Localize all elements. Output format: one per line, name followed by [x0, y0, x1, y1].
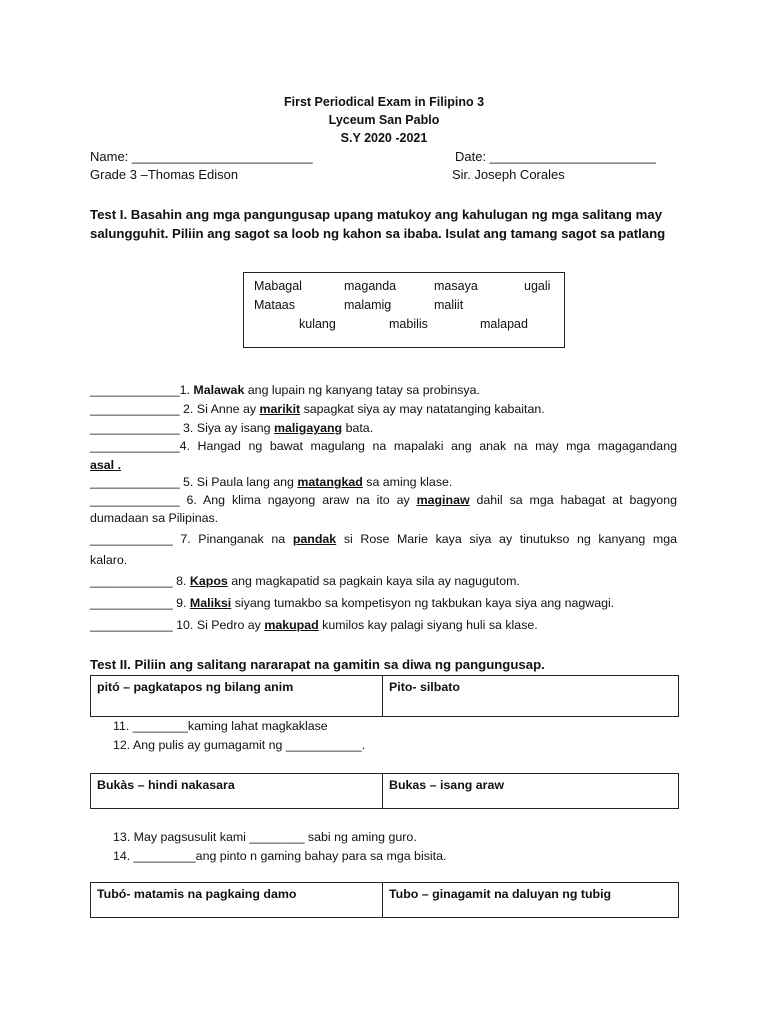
item-text: .: [114, 458, 122, 472]
word-choice: maganda: [344, 279, 397, 293]
key-word: makupad: [264, 618, 319, 632]
test1-item-4: [90, 439, 677, 453]
test2-question-11: 11. ________kaming lahat magkaklase: [113, 719, 328, 733]
item-text: 1.: [179, 383, 194, 397]
date-field[interactable]: Date: _______________________: [455, 149, 656, 164]
table-cell: Pito- silbato: [389, 680, 460, 694]
test2-question-14: 14. _________ang pinto n gaming bahay para sa mga bisita.: [113, 849, 447, 863]
key-word: Kapos: [189, 574, 228, 588]
test1-item-3: [90, 421, 373, 435]
word-choice: malamig: [344, 298, 392, 312]
item-text: 9.: [172, 596, 190, 610]
answer-blank[interactable]: _____________: [90, 383, 180, 397]
test1-item-7: [90, 532, 677, 546]
item-text: siyang tumakbo sa kompetisyon ng takbukan kaya siya ang nagwagi.: [231, 596, 615, 610]
table-cell: pitó – pagkatapos ng bilang anim: [91, 676, 383, 716]
test1-item-8: [90, 574, 520, 588]
key-word: pandak: [292, 532, 337, 546]
test1-item-6: [90, 493, 677, 507]
key-word: marikit: [259, 402, 301, 416]
item-text: 5. Si Paula lang ang: [179, 475, 298, 489]
word-choice: masaya: [434, 279, 478, 293]
item-text: sa aming klase.: [362, 475, 453, 489]
school-name: Lyceum San Pablo: [328, 113, 440, 127]
word-choice: Mabagal: [254, 279, 302, 293]
item-text: dahil sa mga habagat at bagyong: [469, 493, 677, 507]
school-year: S.Y 2020 -2021: [340, 131, 428, 145]
item-text: 8.: [172, 574, 190, 588]
word-choice: Mataas: [254, 298, 295, 312]
key-word: Malawak: [193, 383, 245, 397]
word-choice: malapad: [480, 317, 528, 331]
test2-question-13: 13. May pagsusulit kami ________ sabi ng aming guro.: [113, 830, 417, 844]
teacher-name: Sir. Joseph Corales: [452, 167, 565, 182]
word-choice: kulang: [299, 317, 336, 331]
item-text: 2. Si Anne ay: [179, 402, 260, 416]
test1-item-9: [90, 596, 614, 610]
grade-section: Grade 3 –Thomas Edison: [90, 167, 239, 182]
name-field[interactable]: Name: _________________________: [90, 149, 313, 164]
item-text: si Rose Marie kaya siya ay tinutukso ng kanyang mga: [336, 532, 678, 546]
word-choice-box: [243, 272, 565, 348]
answer-blank[interactable]: _____________: [90, 439, 180, 453]
item-text: bata.: [342, 421, 374, 435]
key-word: maligayang: [273, 421, 343, 435]
answer-blank[interactable]: ____________: [90, 532, 173, 546]
test1-item-5: [90, 475, 452, 489]
answer-blank[interactable]: _____________: [90, 475, 180, 489]
table-cell: Bukàs – hindi nakasara: [91, 774, 383, 808]
key-word: maginaw: [416, 493, 470, 507]
test1-item-10: [90, 618, 538, 632]
key-word: matangkad: [297, 475, 363, 489]
test1-item-2: [90, 402, 545, 416]
test1-item-6-cont: dumadaan sa Pilipinas.: [90, 511, 219, 525]
test2-question-12: 12. Ang pulis ay gumagamit ng ___________.: [113, 738, 366, 752]
item-text: 7. Pinanganak na: [172, 532, 293, 546]
answer-blank[interactable]: ____________: [90, 596, 173, 610]
answer-blank[interactable]: ____________: [90, 618, 173, 632]
item-text: 3. Siya ay isang: [179, 421, 274, 435]
word-choice: ugali: [524, 279, 551, 293]
item-text: 6. Ang klima ngayong araw na ito ay: [179, 493, 417, 507]
word-pair-table-3: [90, 882, 679, 918]
test2-instructions: Test II. Piliin ang salitang nararapat na gamitin sa diwa ng pangungusap.: [90, 657, 545, 672]
test1-instructions: Test I. Basahin ang mga pangungusap upang matukoy ang kahulugan ng mga salitang may salungguhit. Piliin ang sagot sa loob ng kahon sa ibaba. Isulat ang tamang sagot sa patlang: [90, 207, 666, 241]
answer-blank[interactable]: _____________: [90, 493, 180, 507]
word-choice: mabilis: [389, 317, 428, 331]
item-text: ang lupain ng kanyang tatay sa probinsya.: [244, 383, 480, 397]
word-pair-table-1: [90, 675, 679, 717]
item-text: 4. Hangad ng bawat magulang na mapalaki ang anak na may mga magagandang: [179, 439, 677, 453]
test1-item-4-cont: [90, 458, 121, 472]
word-pair-table-2: [90, 773, 679, 809]
test1-item-7-cont: kalaro.: [90, 553, 128, 567]
item-text: 10. Si Pedro ay: [172, 618, 265, 632]
answer-blank[interactable]: ____________: [90, 574, 173, 588]
item-text: sapagkat siya ay may natatanging kabaitan.: [300, 402, 545, 416]
answer-blank[interactable]: _____________: [90, 421, 180, 435]
table-cell: Tubo – ginagamit na daluyan ng tubig: [389, 887, 612, 901]
item-text: kumilos kay palagi siyang huli sa klase.: [318, 618, 538, 632]
word-choice: maliit: [434, 298, 464, 312]
key-word: asal: [90, 458, 115, 472]
item-text: ang magkapatid sa pagkain kaya sila ay nagugutom.: [227, 574, 520, 588]
key-word: Maliksi: [189, 596, 232, 610]
answer-blank[interactable]: _____________: [90, 402, 180, 416]
test1-item-1: [90, 383, 480, 397]
exam-title: First Periodical Exam in Filipino 3: [283, 95, 485, 109]
table-cell: Bukas – isang araw: [389, 778, 505, 792]
table-cell: Tubó- matamis na pagkaing damo: [91, 883, 383, 917]
